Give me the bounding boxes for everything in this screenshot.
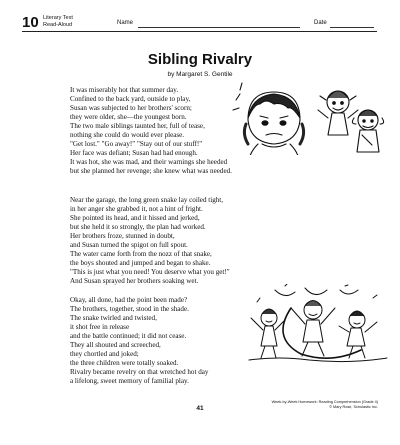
section-label-line2: Read-Aloud [43, 21, 73, 28]
water-spray [257, 284, 377, 302]
poem-line: it shot free in release [70, 323, 130, 331]
poem-line: and Susan turned the spigot on full spout. [70, 241, 188, 249]
poem-line: they chortled and joked; [70, 350, 139, 358]
header-page-number: 10 [22, 14, 39, 31]
poem-line: Her brothers froze, stunned in doubt, [70, 232, 175, 240]
child-figure-left [251, 309, 285, 358]
poem-line: nothing she could do would ever please. [70, 131, 185, 139]
poem-line: Rivalry became revelry on that wretched hot day [70, 368, 209, 376]
poem-line: And Susan sprayed her brothers soaking wet. [70, 277, 199, 285]
poem-line: but she held it so strongly, the plan had worked. [70, 223, 206, 231]
stanza-2 [70, 196, 230, 286]
poem-line: It was miserably hot that summer day. [70, 86, 179, 94]
name-field-line[interactable] [138, 27, 300, 28]
brother-figure [352, 110, 383, 152]
poem-line: Okay, all done, had the point been made? [70, 296, 188, 304]
poem-line: the three children were totally soaked. [70, 359, 179, 367]
header-divider [22, 31, 377, 32]
poem-line: Confined to the back yard, outside to play, [70, 95, 191, 103]
poem-line: It was hot, she was mad, and their warnings she heeded [70, 158, 228, 166]
section-label [43, 15, 73, 28]
poem-line: The two male siblings taunted her, full of tease, [70, 122, 205, 130]
poem-title: Sibling Rivalry [147, 51, 253, 68]
poem-line: Her face was defiant; Susan had had enough. [70, 149, 198, 157]
poem-line: The water came forth from the nozz of that snake, [70, 250, 212, 258]
irritation-marks [233, 83, 242, 110]
poem-line: Near the garage, the long green snake lay coiled tight, [70, 196, 224, 204]
poem-line: a lifelong, sweet memory of familial play. [70, 377, 189, 385]
poem-line: "This is just what you need! You deserve what you get!" [70, 268, 230, 276]
name-label: Name [117, 20, 134, 26]
poem-author: by Margaret S. Gentile [167, 71, 233, 78]
poem-line: The snake twirled and twisted, [70, 314, 157, 322]
section-label-line1: Literary Text [43, 15, 73, 21]
poem-line: They all shouted and screeched, [70, 341, 161, 349]
credit-line-2: © Mary Rose, Scholastic Inc. [329, 405, 378, 409]
date-field-line[interactable] [330, 27, 374, 28]
stanza-3 [70, 296, 208, 386]
poem-line: and the battle continued; it did not cease. [70, 332, 187, 340]
poem-line: Susan was subjected to her brothers' scorn; [70, 104, 192, 112]
brother-figure [318, 91, 358, 135]
footer-page-number: 41 [196, 405, 204, 412]
illustration-hose-play [245, 284, 390, 364]
child-figure-middle [291, 301, 335, 357]
page-header [0, 0, 400, 40]
date-label: Date [314, 20, 327, 26]
poem-line: "Get lost." "Go away!" "Stay out of our stuff!" [70, 140, 203, 148]
girl-figure [244, 92, 303, 155]
poem-line: the boys shouted and jumped and began to shake. [70, 259, 211, 267]
poem-line: but she planned her revenge; she knew what was needed. [70, 167, 232, 175]
poem-line: they were older, she—the youngest born. [70, 113, 187, 121]
illustration-teasing-brothers [228, 80, 388, 155]
credit-line-1: Week-by-Week Homework: Reading Comprehension (Grade 4) [271, 400, 378, 404]
stanza-1 [70, 86, 232, 176]
poem-line: She pointed its head, and it hissed and jerked, [70, 214, 200, 222]
poem-line: in her anger she grabbed it, not a hint of fright. [70, 205, 203, 213]
poem-line: The brothers, together, stood in the shade. [70, 305, 189, 313]
